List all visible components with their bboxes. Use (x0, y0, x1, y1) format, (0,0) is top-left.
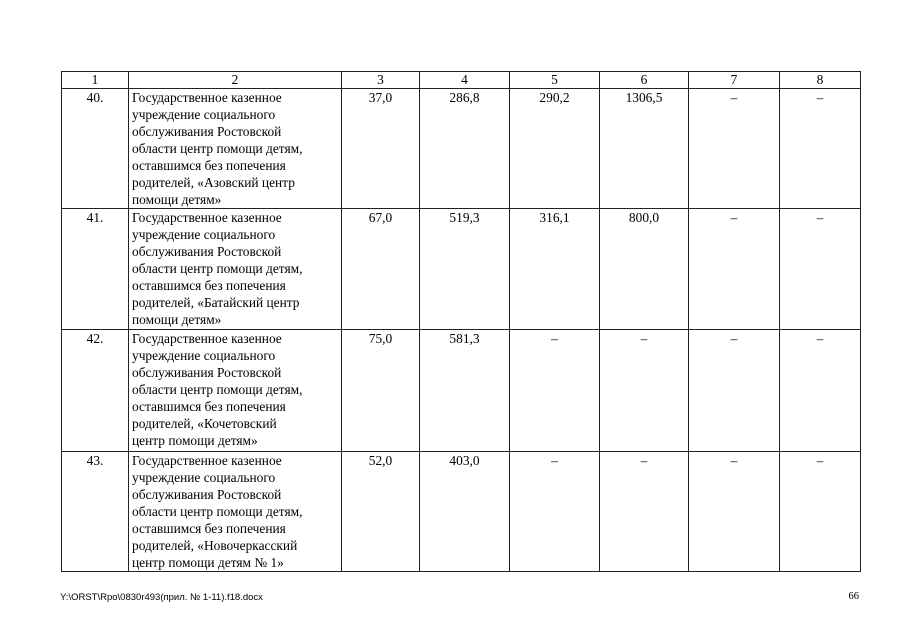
cell-value: – (510, 330, 600, 452)
cell-value: 316,1 (510, 209, 600, 330)
cell-value: 581,3 (420, 330, 510, 452)
cell-value: 67,0 (342, 209, 420, 330)
page-number: 66 (848, 591, 859, 602)
cell-value: 75,0 (342, 330, 420, 452)
institution-name: Государственное казенное учреждение социального обслуживания Ростовской области центр помощи детям, оставшимся без попечения родителей, «Азовский центр помощи детям» (129, 89, 342, 209)
cell-value: – (689, 89, 780, 209)
institution-name: Государственное казенное учреждение социального обслуживания Ростовской области центр помощи детям, оставшимся без попечения родителей, «Батайский центр помощи детям» (129, 209, 342, 330)
cell-value: 52,0 (342, 452, 420, 572)
cell-value: 519,3 (420, 209, 510, 330)
cell-value: – (689, 209, 780, 330)
cell-value: – (689, 452, 780, 572)
column-header: 8 (780, 72, 861, 89)
column-header: 2 (129, 72, 342, 89)
row-number: 41. (62, 209, 129, 330)
row-number: 43. (62, 452, 129, 572)
cell-value: – (510, 452, 600, 572)
row-number: 40. (62, 89, 129, 209)
table-row (62, 452, 861, 572)
institution-name: Государственное казенное учреждение социального обслуживания Ростовской области центр помощи детям, оставшимся без попечения родителей, «Новочеркасский центр помощи детям № 1» (129, 452, 342, 572)
cell-value: – (780, 452, 861, 572)
cell-value: – (780, 330, 861, 452)
table-row (62, 209, 861, 330)
data-table (61, 71, 861, 572)
cell-value: 290,2 (510, 89, 600, 209)
column-header: 6 (600, 72, 689, 89)
row-number: 42. (62, 330, 129, 452)
table-header-row (62, 72, 861, 89)
column-header: 4 (420, 72, 510, 89)
cell-value: – (689, 330, 780, 452)
column-header: 3 (342, 72, 420, 89)
table-row (62, 330, 861, 452)
column-header: 1 (62, 72, 129, 89)
cell-value: – (780, 209, 861, 330)
cell-value: 1306,5 (600, 89, 689, 209)
cell-value: – (600, 452, 689, 572)
cell-value: – (780, 89, 861, 209)
institution-name: Государственное казенное учреждение социального обслуживания Ростовской области центр помощи детям, оставшимся без попечения родителей, «Кочетовский центр помощи детям» (129, 330, 342, 452)
column-header: 5 (510, 72, 600, 89)
cell-value: 37,0 (342, 89, 420, 209)
cell-value: 403,0 (420, 452, 510, 572)
cell-value: 800,0 (600, 209, 689, 330)
table-row (62, 89, 861, 209)
cell-value: 286,8 (420, 89, 510, 209)
footer-file-path: Y:\ORST\Rpo\0830r493(прил. № 1-11).f18.docx (60, 592, 263, 603)
cell-value: – (600, 330, 689, 452)
column-header: 7 (689, 72, 780, 89)
